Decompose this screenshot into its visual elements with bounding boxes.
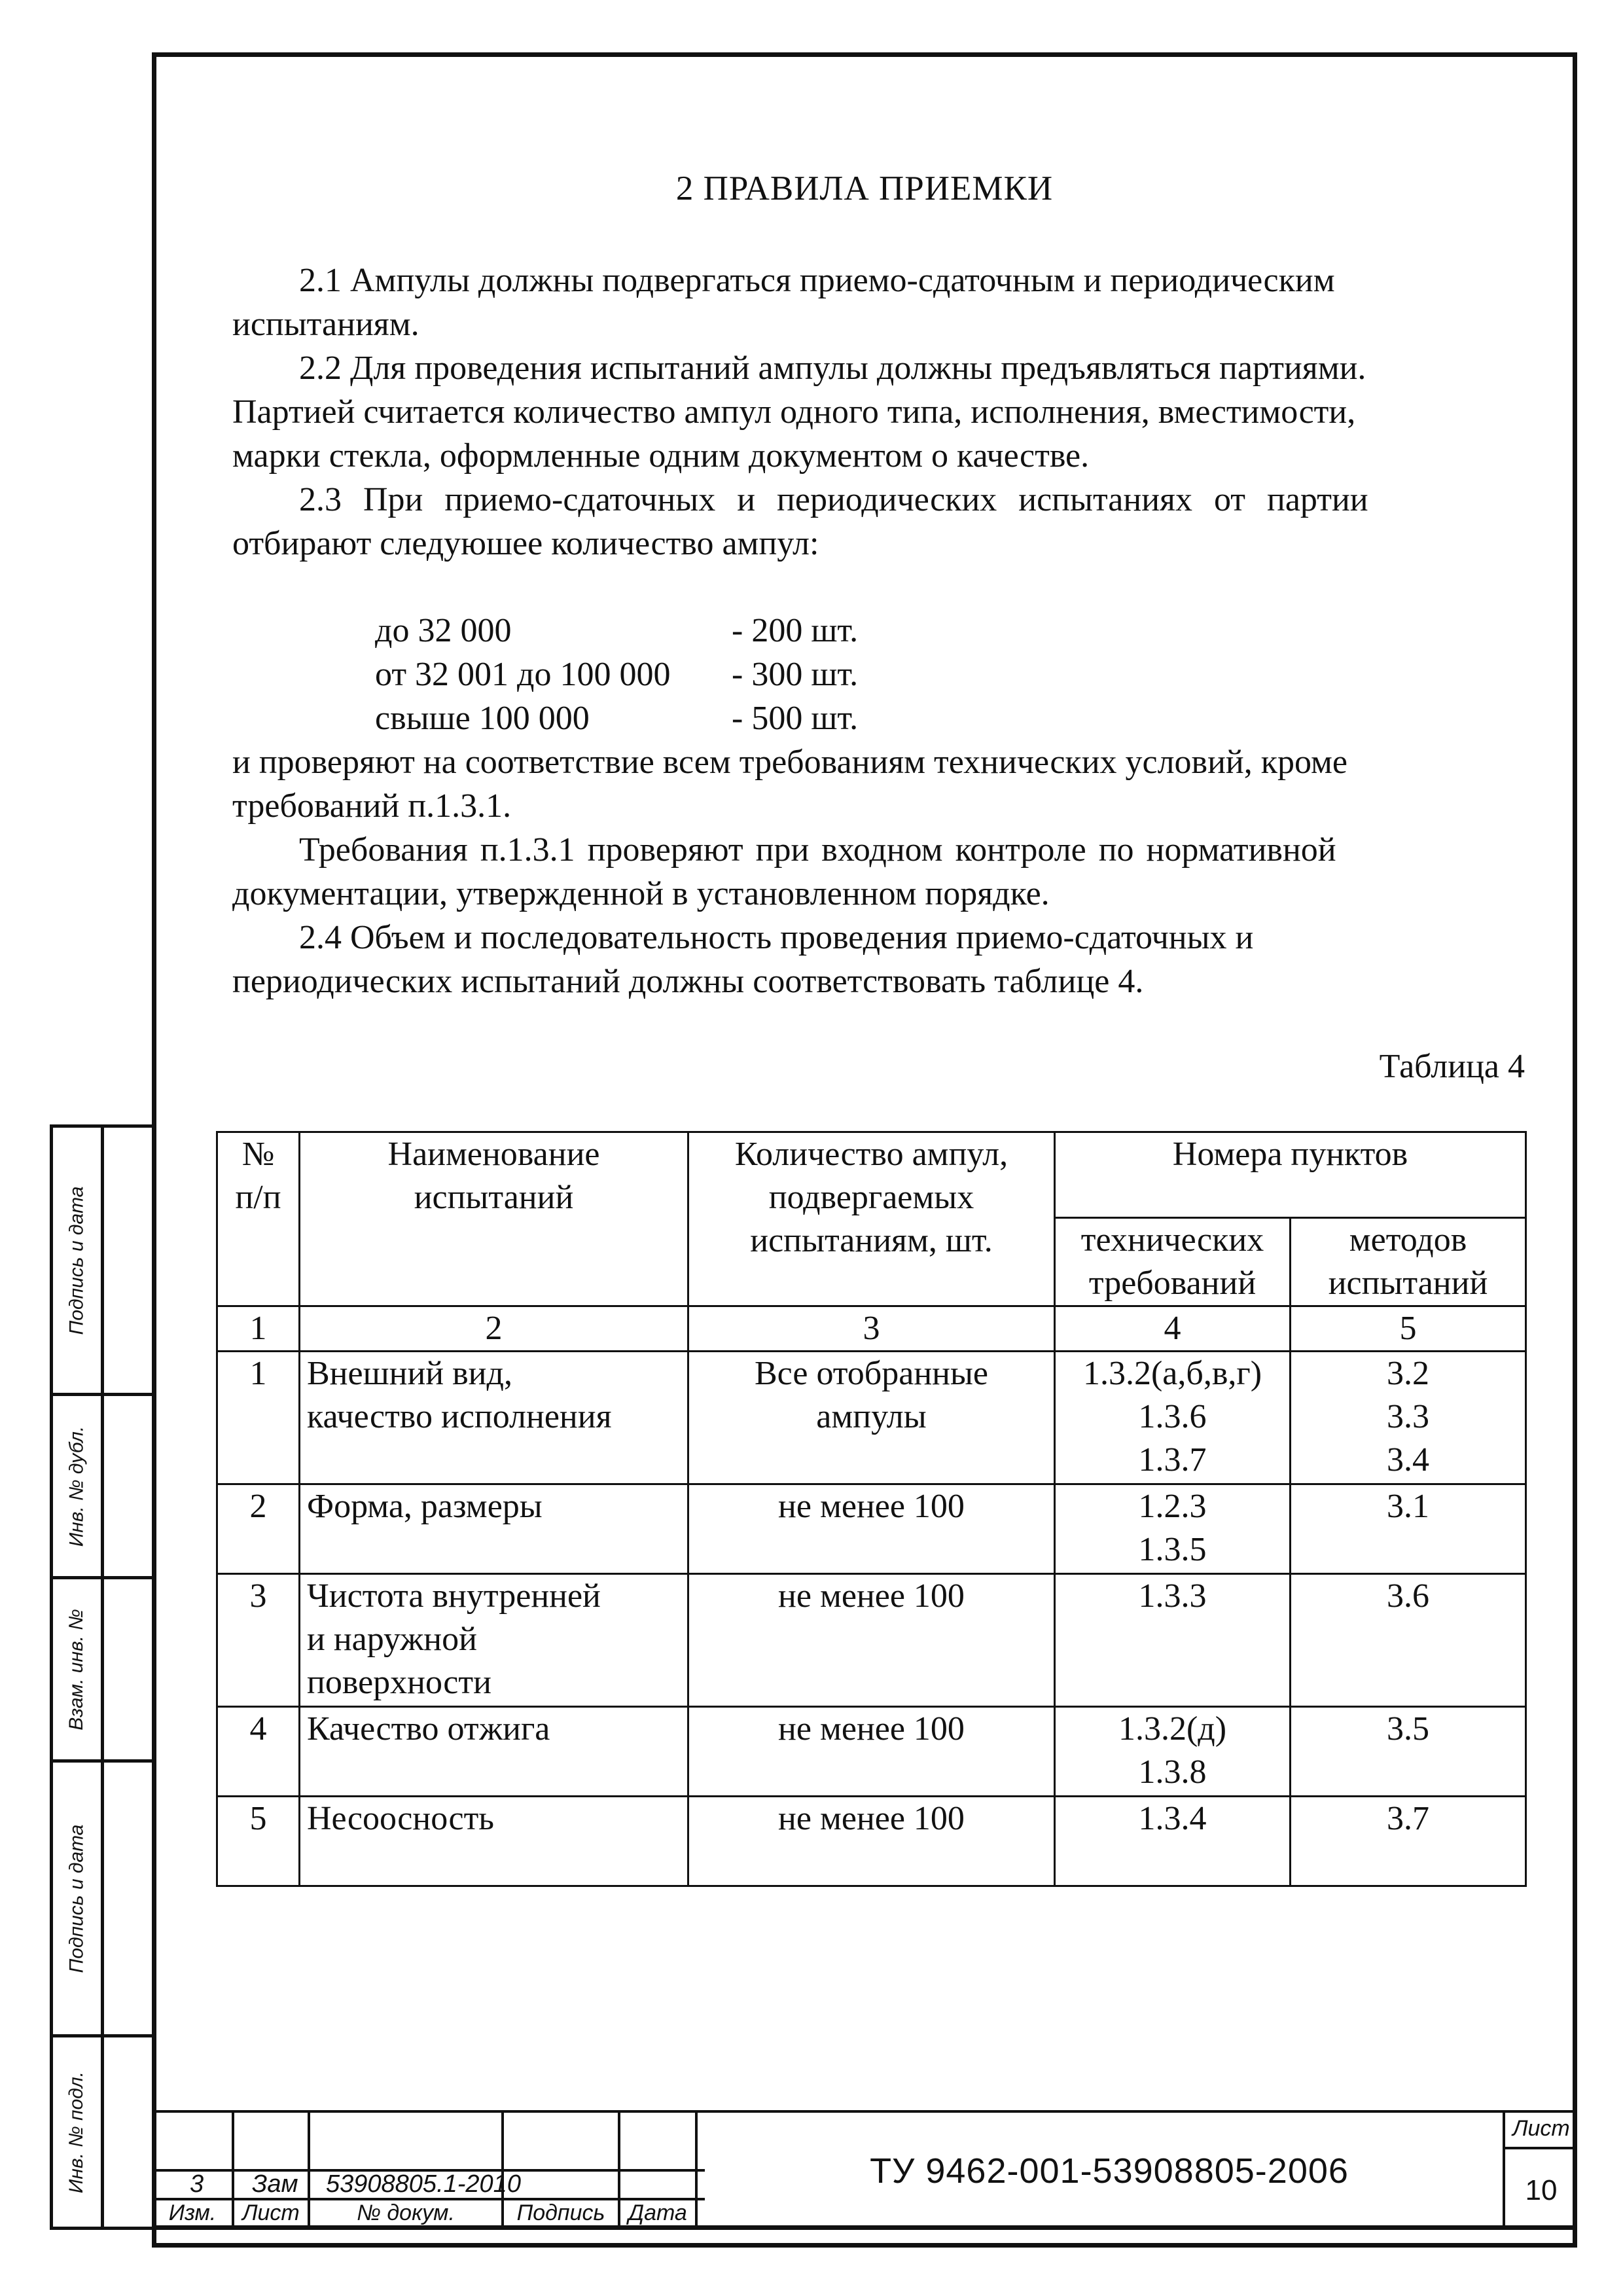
quantity-row: свыше 100 000 - 500 шт. — [375, 700, 859, 737]
document-number: 53908805.1-2010 — [326, 2170, 521, 2198]
header-quantity: Количество ампул, подвергаемых испытаниям, шт. — [688, 1132, 1055, 1306]
side-label-replace-inv: Взам. инв. № — [65, 1608, 87, 1731]
cell-name: Несоосность — [300, 1797, 688, 1886]
sheet-number: 10 — [1525, 2174, 1558, 2206]
cell-tech: 1.2.3 1.3.5 — [1055, 1484, 1291, 1574]
cell-quantity: не менее 100 — [688, 1484, 1055, 1574]
label-date: Дата — [628, 2200, 687, 2225]
paragraph-2-2-line-3: марки стекла, оформленные одним документом о качестве. — [232, 437, 1090, 475]
table-row — [217, 1484, 1526, 1574]
title-block-top-line — [152, 2110, 1577, 2113]
cell-method: 3.2 3.3 3.4 — [1291, 1352, 1526, 1484]
header-no: № п/п — [217, 1132, 300, 1306]
frame-bottom-line — [152, 2225, 1577, 2230]
cell-quantity: не менее 100 — [688, 1797, 1055, 1886]
section-heading: 2 ПРАВИЛА ПРИЕМКИ — [675, 170, 1054, 207]
label-sheet-right: Лист — [1512, 2116, 1570, 2141]
quantity-row: от 32 001 до 100 000 - 300 шт. — [375, 656, 859, 693]
paragraph-2-4-line-2: периодических испытаний должны соответствовать таблице 4. — [232, 963, 1144, 1000]
cell-tech: 1.3.2(а,б,в,г) 1.3.6 1.3.7 — [1055, 1352, 1291, 1484]
paragraph-2-2-line-1: 2.2 Для проведения испытаний ампулы должны предъявляться партиями. — [299, 350, 1366, 387]
title-block-divider — [695, 2110, 698, 2230]
table-row — [217, 1574, 1526, 1707]
side-strip-divider — [101, 1124, 104, 2230]
cell-no: 3 — [217, 1574, 300, 1707]
table-header-row — [217, 1132, 1526, 1218]
paragraph-requirements-line-2: документации, утвержденной в установленном порядке. — [232, 875, 1050, 912]
column-number: 1 — [217, 1306, 300, 1352]
header-name: Наименование испытаний — [300, 1132, 688, 1306]
change-type: Зам — [252, 2170, 298, 2198]
document-code: ТУ 9462-001-53908805-2006 — [870, 2151, 1349, 2191]
header-test-methods: методов испытаний — [1291, 1218, 1526, 1306]
title-block-rule — [1503, 2147, 1577, 2149]
cell-method: 3.6 — [1291, 1574, 1526, 1707]
cell-method: 3.7 — [1291, 1797, 1526, 1886]
cell-quantity: не менее 100 — [688, 1574, 1055, 1707]
label-document-number: № докум. — [357, 2200, 455, 2225]
paragraph-after-line-2: требований п.1.3.1. — [232, 787, 512, 825]
cell-tech: 1.3.4 — [1055, 1797, 1291, 1886]
cell-name: Чистота внутренней и наружной поверхности — [300, 1574, 688, 1707]
paragraph-2-4-line-1: 2.4 Объем и последовательность проведения приемо-сдаточных и — [299, 919, 1254, 956]
column-number: 4 — [1055, 1306, 1291, 1352]
cell-method: 3.1 — [1291, 1484, 1526, 1574]
column-number: 3 — [688, 1306, 1055, 1352]
cell-tech: 1.3.3 — [1055, 1574, 1291, 1707]
cell-tech: 1.3.2(д) 1.3.8 — [1055, 1707, 1291, 1797]
label-revision: Изм. — [168, 2200, 217, 2225]
paragraph-after-line-1: и проверяют на соответствие всем требованиям технических условий, кроме — [232, 744, 1348, 781]
table-title: Таблица 4 — [1379, 1048, 1525, 1085]
paragraph-2-3-line-1: 2.3 При приемо-сдаточных и периодических испытаниях от партии — [299, 481, 1368, 518]
cell-no: 1 — [217, 1352, 300, 1484]
cell-quantity: не менее 100 — [688, 1707, 1055, 1797]
paragraph-2-2-line-2: Партией считается количество ампул одного типа, исполнения, вместимости, — [232, 393, 1356, 431]
label-sheet: Лист — [242, 2200, 300, 2225]
column-number: 2 — [300, 1306, 688, 1352]
label-signature: Подпись — [516, 2200, 605, 2225]
cell-quantity: Все отобранные ампулы — [688, 1352, 1055, 1484]
column-number: 5 — [1291, 1306, 1526, 1352]
revision-number: 3 — [190, 2170, 204, 2198]
table-row — [217, 1352, 1526, 1484]
table-row — [217, 1797, 1526, 1886]
header-points: Номера пунктов — [1055, 1132, 1526, 1218]
header-tech-requirements: технических требований — [1055, 1218, 1291, 1306]
table-row — [217, 1707, 1526, 1797]
paragraph-2-3-line-2: отбирают следуюшее количество ампул: — [232, 525, 819, 562]
cell-name: Качество отжига — [300, 1707, 688, 1797]
side-label-inv-orig: Инв. № подл. — [65, 2071, 87, 2194]
paragraph-requirements-line-1: Требования п.1.3.1 проверяют при входном контроле по нормативной — [299, 831, 1336, 869]
paragraph-2-1-line-1: 2.1 Ампулы должны подвергаться приемо-сдаточным и периодическим — [299, 262, 1335, 299]
side-label-sign-date-bottom: Подпись и дата — [65, 1824, 87, 1973]
cell-name: Внешний вид, качество исполнения — [300, 1352, 688, 1484]
side-label-sign-date-top: Подпись и дата — [65, 1186, 87, 1335]
column-number-row — [217, 1306, 1526, 1352]
paragraph-2-1-line-2: испытаниям. — [232, 306, 419, 343]
tests-table — [216, 1131, 1527, 1887]
cell-name: Форма, размеры — [300, 1484, 688, 1574]
cell-no: 5 — [217, 1797, 300, 1886]
cell-no: 4 — [217, 1707, 300, 1797]
cell-method: 3.5 — [1291, 1707, 1526, 1797]
cell-no: 2 — [217, 1484, 300, 1574]
quantity-row: до 32 000 - 200 шт. — [375, 612, 859, 649]
side-label-inv-dup: Инв. № дубл. — [65, 1426, 87, 1547]
